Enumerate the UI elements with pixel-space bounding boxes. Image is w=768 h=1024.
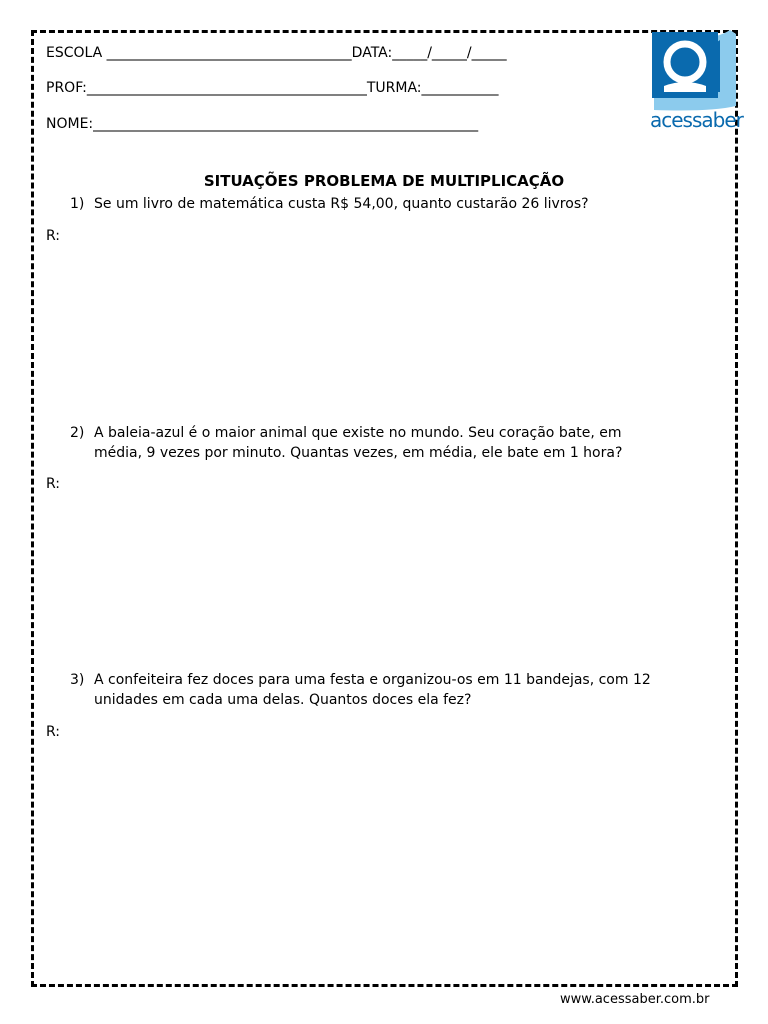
question-text-line-2: média, 9 vezes por minuto. Quantas vezes, em média, ele bate em 1 hora? bbox=[94, 445, 623, 461]
answer-label-2: R: bbox=[46, 476, 61, 492]
question-text-line-1: A baleia-azul é o maior animal que existe no mundo. Seu coração bate, em bbox=[94, 425, 622, 441]
question-2 bbox=[70, 423, 730, 463]
question-number: 1) bbox=[70, 196, 85, 212]
question-text-line-2: unidades em cada uma delas. Quantos doces ela fez? bbox=[94, 692, 472, 708]
footer-url: www.acessaber.com.br bbox=[560, 992, 710, 1007]
question-number: 2) bbox=[70, 425, 85, 441]
question-text: Se um livro de matemática custa R$ 54,00, quanto custarão 26 livros? bbox=[94, 196, 589, 212]
question-3 bbox=[70, 670, 730, 710]
student-name-line: NOME:_______________________________________________________ bbox=[46, 116, 479, 132]
question-number: 3) bbox=[70, 672, 85, 688]
answer-label-1: R: bbox=[46, 228, 61, 244]
worksheet-title: SITUAÇÕES PROBLEMA DE MULTIPLICAÇÃO bbox=[203, 172, 565, 190]
school-date-line: ESCOLA ___________________________________DATA:_____/_____/_____ bbox=[46, 45, 507, 61]
question-text-line-1: A confeiteira fez doces para uma festa e organizou-os em 11 bandejas, com 12 bbox=[94, 672, 651, 688]
answer-label-3: R: bbox=[46, 724, 61, 740]
teacher-class-line: PROF:________________________________________TURMA:___________ bbox=[46, 80, 499, 96]
question-1 bbox=[70, 194, 730, 214]
logo-wordmark: acessaber bbox=[650, 108, 743, 132]
